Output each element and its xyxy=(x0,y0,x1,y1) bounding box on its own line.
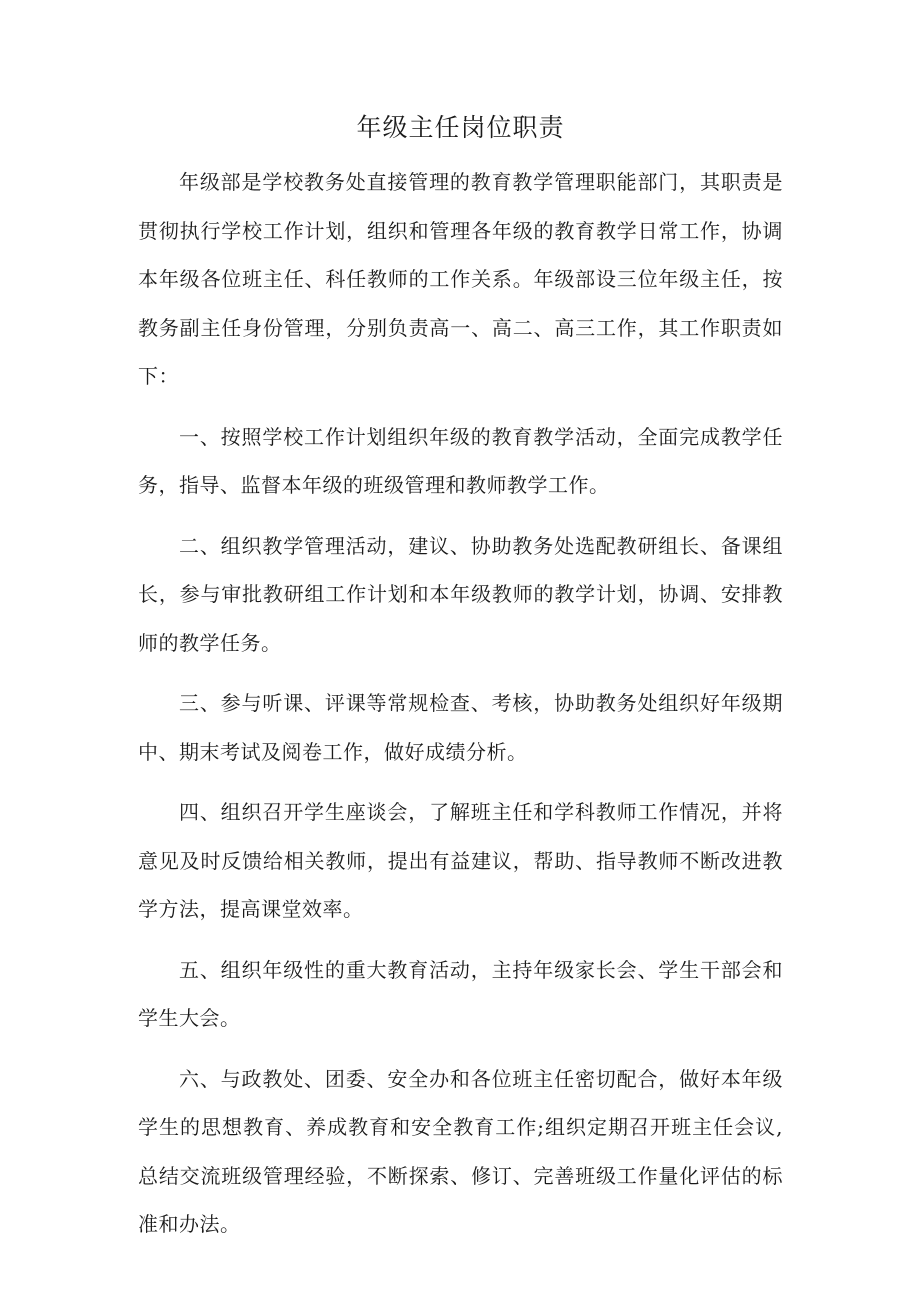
intro-paragraph: 年级部是学校教务处直接管理的教育教学管理职能部门，其职责是贯彻执行学校工作计划，组织和管理各年级的教育教学日常工作，协调本年级各位班主任、科任教师的工作关系。年级部设三位年级主任，按教务副主任身份管理，分别负责高一、高二、高三工作，其工作职责如下： xyxy=(138,170,783,388)
duty-item-2: 二、组织教学管理活动，建议、协助教务处选配教研组长、备课组长，参与审批教研组工作计划和本年级教师的教学计划，协调、安排教师的教学任务。 xyxy=(138,533,783,655)
document-title: 年级主任岗位职责 xyxy=(356,113,565,142)
document-page xyxy=(138,108,783,1261)
duty-item-5: 五、组织年级性的重大教育活动，主持年级家长会、学生干部会和学生大会。 xyxy=(138,957,783,1030)
duty-item-4: 四、组织召开学生座谈会，了解班主任和学科教师工作情况，并将意见及时反馈给相关教师，提出有益建议，帮助、指导教师不断改进教学方法，提高课堂效率。 xyxy=(138,800,783,921)
duty-item-6: 六、与政教处、团委、安全办和各位班主任密切配合，做好本年级学生的思想教育、养成教育和安全教育工作;组织定期召开班主任会议,总结交流班级管理经验，不断探索、修订、完善班级工作量化评估的标准和办法。 xyxy=(138,1066,783,1236)
duty-item-3: 三、参与听课、评课等常规检查、考核，协助教务处组织好年级期中、期末考试及阅卷工作，做好成绩分析。 xyxy=(138,691,783,764)
duty-item-1: 一、按照学校工作计划组织年级的教育教学活动，全面完成教学任务，指导、监督本年级的班级管理和教师教学工作。 xyxy=(138,424,783,497)
